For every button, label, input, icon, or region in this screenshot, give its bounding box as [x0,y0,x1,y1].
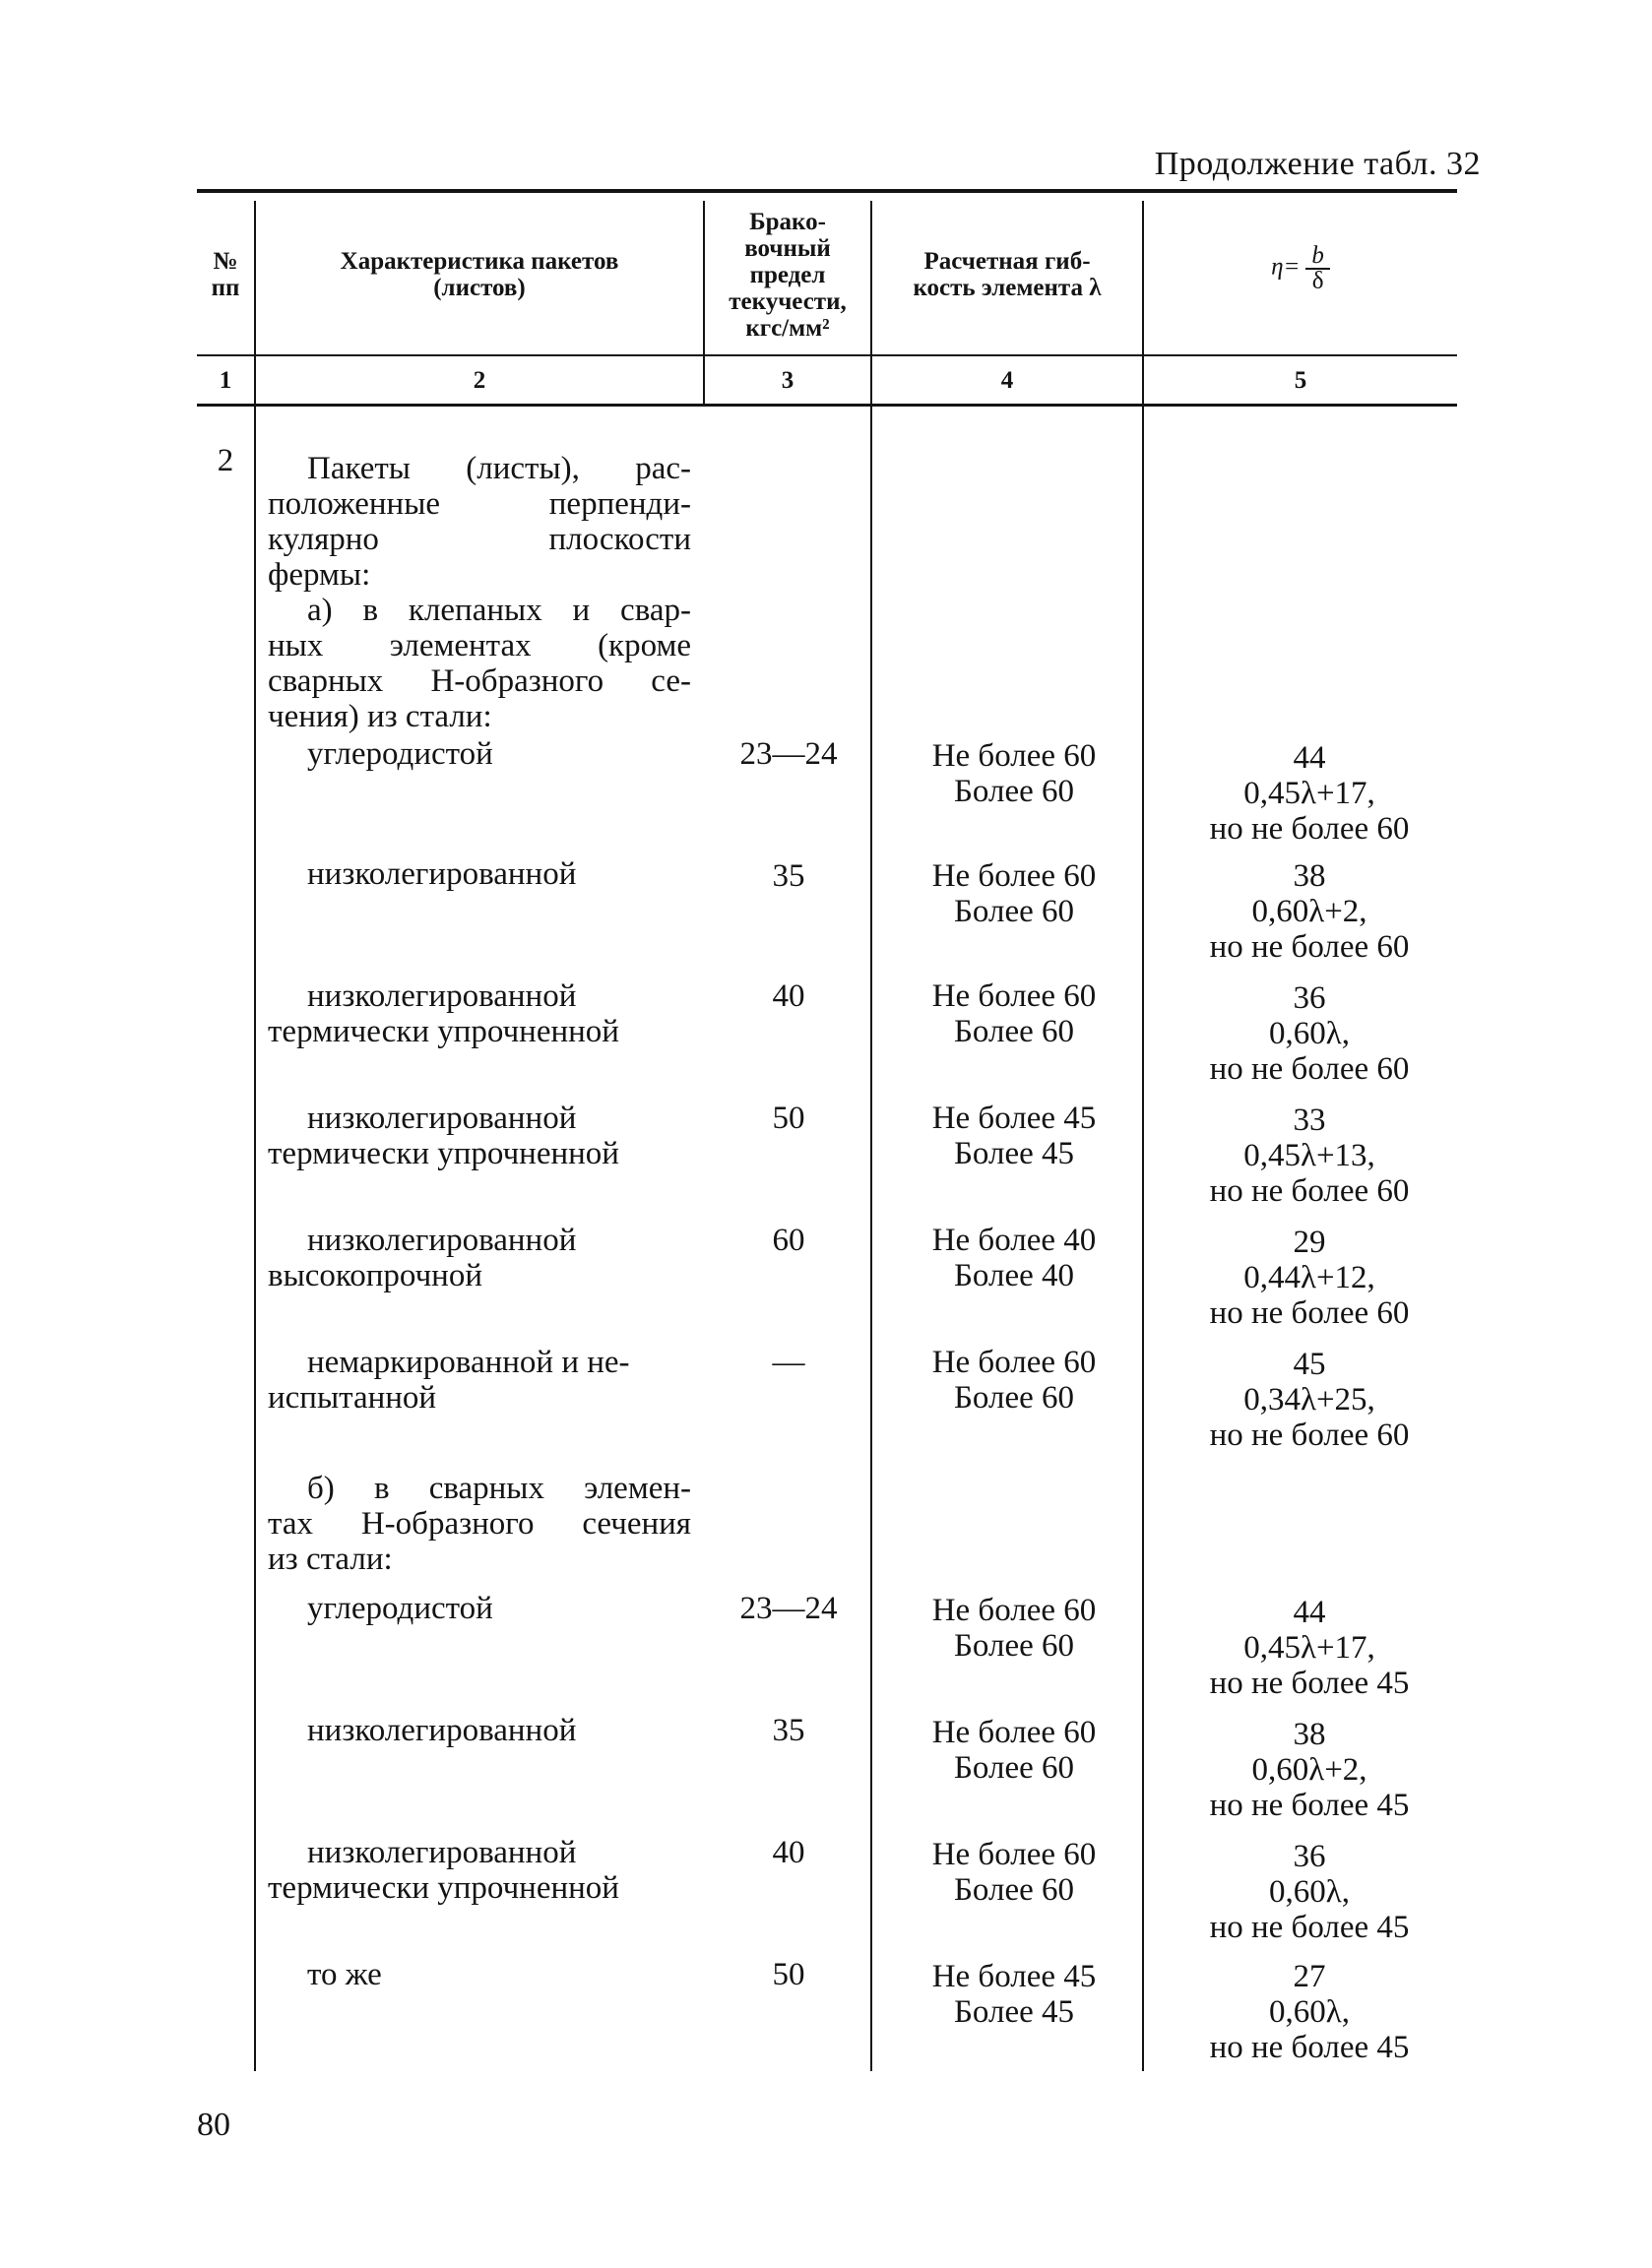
column-number-3: 3 [781,367,794,394]
flex-line: Не более 60 [931,1593,1097,1628]
flex-line: Более 60 [953,1380,1075,1416]
fraction-numerator: b [1305,244,1330,270]
eta-line: 45 [1293,1347,1326,1382]
steel-type [268,736,691,772]
section-b-line: тах Н-образного сечения [268,1506,691,1542]
eta-line: но не более 45 [1209,2030,1410,2065]
row-number: 2 [217,443,234,478]
eta-line: но не более 45 [1209,1910,1410,1945]
section-a-line: сварных Н-образного се- [268,663,691,699]
colnum-bottom-rule [197,404,1457,407]
eta-symbol: η= [1271,253,1301,281]
steel-line: испытанной [268,1380,437,1416]
section-a-line: чения) из стали: [268,699,492,734]
top-rule [197,189,1457,193]
header-col1-line: пп [211,275,240,301]
yield-limit: 23—24 [739,736,838,772]
eta-value [1152,1959,1467,2065]
yield-limit: 50 [772,1957,805,1992]
yield-limit: 40 [772,1835,805,1870]
eta-value [1152,740,1467,847]
header-col3-line: кгс/мм² [745,315,830,342]
flexibility [876,978,1152,1049]
steel-type [268,856,691,892]
eta-line: 0,60λ, [1268,1874,1350,1910]
eta-line: но не более 60 [1209,1173,1410,1209]
eta-line: 36 [1293,980,1326,1016]
flexibility [876,858,1152,929]
steel-line: низколегированной [307,1835,577,1870]
eta-line: но не более 60 [1209,1418,1410,1453]
yield-limit: 35 [772,1713,805,1748]
section-b-line: б) в сварных элемен- [307,1471,691,1506]
header-col4 [872,248,1142,301]
flex-line: Более 60 [953,1872,1075,1908]
eta-line: 0,45λ+17, [1243,1630,1375,1666]
column-number-2: 2 [473,367,486,394]
steel-line: высокопрочной [268,1258,482,1293]
steel-type [268,1957,691,1992]
steel-type [268,1223,691,1293]
steel-type [268,1101,691,1171]
flex-line: Не более 60 [931,978,1097,1014]
eta-line: 0,60λ, [1268,1016,1350,1051]
flexibility [876,1593,1152,1664]
flexibility [876,1223,1152,1293]
flex-line: Более 60 [953,1014,1075,1049]
eta-line: но не более 60 [1209,1295,1410,1331]
eta-line: но не более 60 [1209,1051,1410,1087]
flexibility [876,1345,1152,1416]
intro-line: положенные перпенди- [268,486,691,522]
eta-line: 27 [1293,1959,1326,1994]
eta-line: 0,60λ, [1268,1994,1350,2030]
flex-line: Более 60 [953,1628,1075,1664]
steel-line: низколегированной [307,1223,577,1258]
flexibility [876,738,1152,809]
section-a-line: ных элементах (кроме [268,628,691,663]
yield-limit: 60 [772,1223,805,1258]
header-col3-line: вочный [744,235,831,262]
header-col1-line: № [213,248,238,275]
flex-line: Более 60 [953,1750,1075,1786]
header-col3-line: предел [749,262,826,288]
steel-type [268,1835,691,1906]
eta-value [1152,1225,1467,1331]
steel-line: термически упрочненной [268,1014,619,1049]
steel-line: термически упрочненной [268,1136,619,1171]
eta-line: 29 [1293,1225,1326,1260]
header-col4-line: Расчетная гиб- [923,248,1091,275]
eta-line: 38 [1293,1717,1326,1752]
steel-type [268,978,691,1049]
header-col3-line: текучести, [729,288,847,315]
yield-limit: 40 [772,978,805,1014]
eta-line: но не более 45 [1209,1666,1410,1701]
column-number-5: 5 [1294,367,1307,394]
page-number: 80 [197,2107,230,2143]
eta-line: но не более 60 [1209,929,1410,965]
eta-line: 0,44λ+12, [1243,1260,1375,1295]
section-a-line: а) в клепаных и свар- [307,593,691,628]
fraction-denominator: δ [1311,268,1324,294]
section-b-text [268,1471,691,1577]
eta-line: 0,34λ+25, [1243,1382,1375,1418]
b-over-delta-fraction [1305,244,1330,293]
header-col2-line: (листов) [433,275,526,301]
eta-line: 44 [1293,1595,1326,1630]
flexibility [876,1715,1152,1786]
intro-word: кулярно [268,522,379,557]
intro-word: плоскости [548,522,691,557]
header-col1 [197,248,254,301]
header-col5 [1144,244,1457,293]
column-number-1: 1 [219,367,232,394]
steel-type [268,1713,691,1748]
flex-line: Более 60 [953,774,1075,809]
flexibility [876,1837,1152,1908]
flex-line: Не более 60 [931,1715,1097,1750]
eta-line: но не более 45 [1209,1788,1410,1823]
flex-line: Более 40 [953,1258,1075,1293]
steel-type [268,1591,691,1626]
steel-type [268,1345,691,1416]
eta-value [1152,1717,1467,1823]
eta-line: 44 [1293,740,1326,776]
eta-line: 0,60λ+2, [1251,894,1367,929]
steel-line: то же [307,1957,382,1992]
flex-line: Не более 60 [931,858,1097,894]
flex-line: Не более 60 [931,1345,1097,1380]
header-col3-line: Брако- [749,209,826,235]
section-a-text [268,593,691,734]
intro-line-split [268,522,691,557]
header-col3 [705,209,870,342]
eta-line: 0,60λ+2, [1251,1752,1367,1788]
eta-value [1152,1102,1467,1209]
steel-line: термически упрочненной [268,1870,619,1906]
steel-line: немаркированной и не- [307,1345,630,1380]
yield-limit: 35 [772,858,805,894]
eta-line: 0,45λ+13, [1243,1138,1375,1173]
flexibility [876,1959,1152,2030]
eta-value [1152,1347,1467,1453]
eta-line: 36 [1293,1839,1326,1874]
flex-line: Не более 45 [931,1959,1097,1994]
continuation-title: Продолжение табл. 32 [1154,146,1481,182]
intro-text [268,451,691,593]
yield-limit: 50 [772,1101,805,1136]
steel-line: углеродистой [307,1591,493,1626]
flex-line: Не более 60 [931,1837,1097,1872]
intro-line: Пакеты (листы), рас- [307,451,691,486]
column-number-4: 4 [1000,367,1014,394]
steel-line: низколегированной [307,978,577,1014]
flex-line: Не более 45 [931,1101,1097,1136]
flex-line: Более 60 [953,894,1075,929]
eta-value [1152,1595,1467,1701]
steel-line: низколегированной [307,1713,577,1748]
eta-value [1152,858,1467,965]
eta-line: 0,45λ+17, [1243,776,1375,811]
eta-line: но не более 60 [1209,811,1410,847]
flex-line: Не более 40 [931,1223,1097,1258]
header-bottom-rule [197,354,1457,356]
steel-line: низколегированной [307,1101,577,1136]
steel-line: низколегированной [307,856,577,892]
intro-line: фермы: [268,557,371,593]
flex-line: Более 45 [953,1994,1075,2030]
flex-line: Более 45 [953,1136,1075,1171]
header-col2-line: Характеристика пакетов [340,248,619,275]
eta-line: 38 [1293,858,1326,894]
steel-line: углеродистой [307,736,493,772]
col-divider-1 [254,201,256,2071]
header-col4-line: кость элемента λ [913,275,1102,301]
col-divider-3 [870,201,872,2071]
yield-limit: — [772,1345,805,1380]
eta-value [1152,1839,1467,1945]
flexibility [876,1101,1152,1171]
flex-line: Не более 60 [931,738,1097,774]
eta-line: 33 [1293,1102,1326,1138]
section-b-line: из стали: [268,1542,393,1577]
yield-limit: 23—24 [739,1591,838,1626]
header-col2 [256,248,703,301]
eta-value [1152,980,1467,1087]
